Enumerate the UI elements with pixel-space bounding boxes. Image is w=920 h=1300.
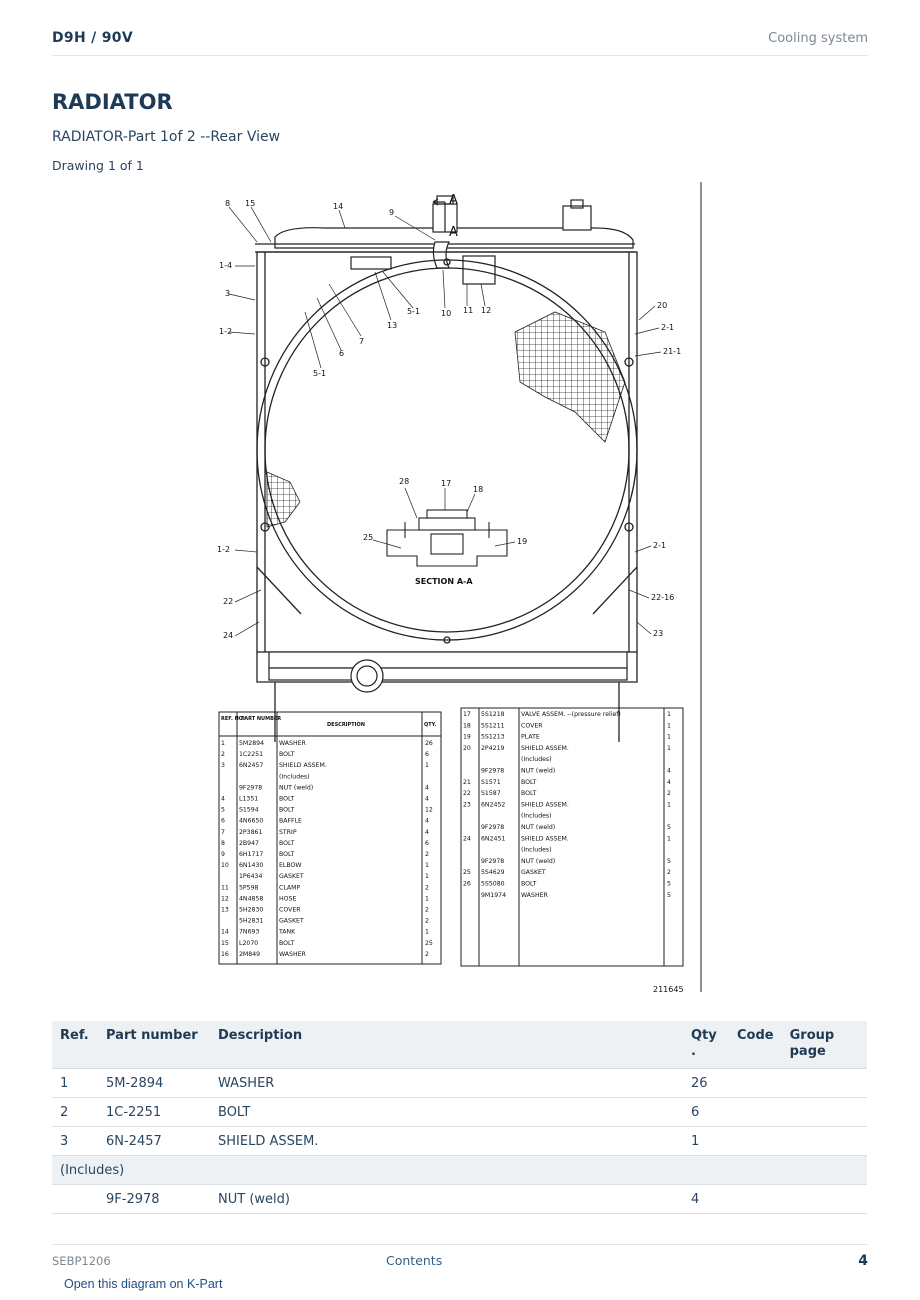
legend-cell: 2 <box>221 751 225 759</box>
legend-cell: BOLT <box>279 806 295 814</box>
legend-cell: 5M2894 <box>239 740 265 747</box>
col-group-page: Group page <box>782 1021 867 1069</box>
legend-cell: 20 <box>463 744 471 752</box>
legend-cell: 2 <box>667 790 671 798</box>
page-header <box>52 28 868 56</box>
legend-cell: (Includes) <box>521 846 552 854</box>
legend-cell: (Includes) <box>279 773 310 781</box>
legend-cell: 1 <box>425 895 429 903</box>
legend-cell: BAFFLE <box>279 817 302 825</box>
legend-cell: 6N2451 <box>481 835 506 843</box>
legend-cell: 4 <box>667 767 671 775</box>
legend-cell: BOLT <box>279 839 295 847</box>
legend-cell: 4 <box>425 828 429 836</box>
machine-model: D9H / 90V <box>52 30 133 46</box>
legend-cell: 5S1211 <box>481 722 505 730</box>
col-code: Code <box>729 1021 782 1069</box>
legend-cell: WASHER <box>279 740 306 747</box>
legend-cell: 1 <box>425 873 429 881</box>
table-row <box>52 1127 867 1156</box>
legend-cell: 6 <box>425 751 429 759</box>
row-group-page <box>782 1127 867 1156</box>
legend-cell: 1 <box>667 733 671 741</box>
legend-cell: 2 <box>425 884 429 892</box>
callout-label: 20 <box>657 301 668 310</box>
legend-cell: BOLT <box>279 851 295 858</box>
callout-label: 12 <box>481 306 492 315</box>
callout-label: 7 <box>359 337 365 346</box>
row-code <box>729 1185 782 1214</box>
row-qty: 4 <box>683 1185 729 1214</box>
callout-label: 15 <box>245 199 256 208</box>
includes-row <box>52 1156 867 1185</box>
legend-cell: 2 <box>425 917 429 925</box>
legend-cell: STRIP <box>279 828 297 836</box>
legend-cell: 6 <box>425 839 429 847</box>
legend-cell: (Includes) <box>521 756 552 764</box>
col-description: Description <box>210 1021 683 1069</box>
legend-cell: 12 <box>221 895 229 903</box>
col-ref: Ref. <box>52 1021 98 1069</box>
callout-label: 2-1 <box>653 541 667 550</box>
callout-label: 22 <box>223 597 234 606</box>
legend-cell: ELBOW <box>279 862 302 870</box>
callout-label: 13 <box>387 321 398 330</box>
legend-cell: BOLT <box>279 939 295 947</box>
parts-table <box>52 1021 867 1214</box>
legend-cell: 4N6650 <box>239 817 264 825</box>
callout-label: 8 <box>225 199 231 208</box>
callout-label: 5-1 <box>407 307 421 316</box>
legend-cell: 15 <box>221 939 229 947</box>
legend-cell: (Includes) <box>521 812 552 820</box>
legend-cell: 2 <box>425 851 429 858</box>
legend-cell: 5H2830 <box>239 906 264 914</box>
col-qty: Qty . <box>683 1021 729 1069</box>
legend-cell: 2 <box>425 950 429 958</box>
legend-cell: 1 <box>667 711 671 718</box>
bottom-tank <box>269 652 627 692</box>
row-group-page <box>782 1185 867 1214</box>
legend-cell: L2070 <box>239 939 259 947</box>
row-part-number: 1C-2251 <box>98 1098 210 1127</box>
legend-cell: BOLT <box>521 880 537 888</box>
table-row <box>52 1069 867 1098</box>
table-row <box>52 1185 867 1214</box>
legend-cell: 1 <box>425 762 429 770</box>
row-description: NUT (weld) <box>210 1185 683 1214</box>
legend-cell: BOLT <box>279 751 295 759</box>
legend-cell: HOSE <box>279 895 297 903</box>
row-part-number: 9F-2978 <box>98 1185 210 1214</box>
legend-cell: 6N2457 <box>239 762 264 770</box>
legend-cell: 1 <box>667 835 671 843</box>
col-part-number: Part number <box>98 1021 210 1069</box>
document-id: SEBP1206 <box>52 1254 111 1268</box>
open-kpart-link[interactable]: Open this diagram on K-Part <box>64 1277 223 1291</box>
callout-label: 9 <box>389 208 395 217</box>
page-subtitle: RADIATOR-Part 1of 2 --Rear View <box>52 129 281 145</box>
core-hatch-upper <box>515 312 625 442</box>
legend-cell: 19 <box>463 733 471 741</box>
section-a-a-view <box>387 510 507 566</box>
legend-cell: 1 <box>667 722 671 730</box>
legend-cell: 25 <box>425 939 433 947</box>
legend-cell: 4 <box>667 778 671 786</box>
legend-cell: 5S1218 <box>481 711 505 718</box>
legend-cell: 23 <box>463 801 471 809</box>
legend-cell: 11 <box>221 884 229 892</box>
legend-cell: NUT (weld) <box>279 784 314 792</box>
legend-cell: GASKET <box>279 917 304 925</box>
legend-cell: 1 <box>221 740 225 747</box>
legend-cell: SHIELD ASSEM. <box>521 835 569 843</box>
legend-cell: S1571 <box>481 778 501 786</box>
legend-cell: 18 <box>463 722 471 730</box>
legend-cell: 5 <box>221 806 225 814</box>
legend-cell: 1 <box>667 801 671 809</box>
legend-cell: 5 <box>667 891 671 899</box>
page-title: RADIATOR <box>52 90 173 114</box>
legend-header-part: PART NUMBER <box>241 716 282 722</box>
callout-label: 14 <box>333 202 344 211</box>
legend-cell: 5H2831 <box>239 917 264 925</box>
contents-link[interactable]: Contents <box>386 1253 443 1268</box>
cut-marker-bottom: A <box>449 225 458 240</box>
legend-cell: WASHER <box>279 950 306 958</box>
drawing-count: Drawing 1 of 1 <box>52 158 144 173</box>
legend-cell: 14 <box>221 928 229 936</box>
legend-cell: 2P3861 <box>239 828 263 836</box>
legend-cell: 3 <box>221 762 225 770</box>
legend-cell: 2 <box>667 869 671 877</box>
callout-label: 1-2 <box>217 545 231 554</box>
legend-cell: 6N1430 <box>239 862 264 870</box>
section-a-a-label: SECTION A-A <box>415 577 473 586</box>
legend-cell: NUT (weld) <box>521 767 556 775</box>
legend-cell: 22 <box>463 790 471 798</box>
row-ref: 2 <box>52 1098 98 1127</box>
legend-cell: 9F2978 <box>481 824 505 831</box>
page-footer <box>52 1244 868 1274</box>
legend-cell: 2B947 <box>239 839 259 847</box>
legend-cell: 4 <box>425 817 429 825</box>
legend-cell: 5S1213 <box>481 733 505 741</box>
legend-cell: 21 <box>463 778 471 786</box>
legend-cell: BOLT <box>279 795 295 803</box>
legend-headers <box>221 716 436 728</box>
legend-cell: 5P598 <box>239 884 259 892</box>
legend-cell: 1P6434 <box>239 873 263 881</box>
legend-cell: NUT (weld) <box>521 857 556 865</box>
row-description: WASHER <box>210 1069 683 1098</box>
legend-cell: 9 <box>221 851 225 858</box>
legend-cell: COVER <box>279 906 301 914</box>
legend-cell: 5S5080 <box>481 880 505 888</box>
row-ref: 1 <box>52 1069 98 1098</box>
legend-cell: TANK <box>279 928 296 936</box>
row-code <box>729 1069 782 1098</box>
row-code <box>729 1098 782 1127</box>
legend-cell: 17 <box>463 711 471 718</box>
legend-cell: 4 <box>221 795 225 803</box>
legend-cell: 1 <box>667 744 671 752</box>
legend-cell: BOLT <box>521 778 537 786</box>
includes-label: (Includes) <box>52 1156 867 1185</box>
legend-cell: VALVE ASSEM. --(pressure relief) <box>521 711 621 718</box>
legend-cell: 16 <box>221 950 229 958</box>
callout-label: 19 <box>517 537 528 546</box>
exploded-view-svg <box>205 182 715 997</box>
parts-table-header <box>52 1021 867 1069</box>
row-group-page <box>782 1069 867 1098</box>
cut-marker-top: A <box>449 193 458 208</box>
legend-cell: 2M849 <box>239 950 261 958</box>
page-number: 4 <box>858 1253 868 1269</box>
legend-cell: 5S4629 <box>481 869 505 877</box>
row-group-page <box>782 1098 867 1127</box>
legend-header-desc: DESCRIPTION <box>327 722 365 728</box>
legend-cell: 24 <box>463 835 471 843</box>
legend-cell: 9F2978 <box>481 767 505 775</box>
legend-cell: 5 <box>667 857 671 865</box>
row-code <box>729 1127 782 1156</box>
legend-cell: 6H1717 <box>239 851 264 858</box>
table-row <box>52 1098 867 1127</box>
legend-cell: 4 <box>425 795 429 803</box>
legend-cell: 25 <box>463 869 471 877</box>
legend-cell: 4 <box>425 784 429 792</box>
legend-cell: BOLT <box>521 790 537 798</box>
legend-cell: GASKET <box>279 873 304 881</box>
callout-label: 3 <box>225 289 231 298</box>
legend-cell: 1 <box>425 862 429 870</box>
legend-cell: 9F2978 <box>481 857 505 865</box>
legend-cell: CLAMP <box>279 884 301 892</box>
legend-cell: 26 <box>425 740 433 747</box>
callout-label: 18 <box>473 485 484 494</box>
legend-cell: 1C2251 <box>239 751 264 759</box>
legend-cell: SHIELD ASSEM. <box>521 744 569 752</box>
callout-label: 5-1 <box>313 369 327 378</box>
callout-label: 6 <box>339 349 345 358</box>
callout-label: 28 <box>399 477 410 486</box>
row-qty: 26 <box>683 1069 729 1098</box>
legend-cell: 7 <box>221 828 225 836</box>
legend-cell: 1 <box>425 928 429 936</box>
legend-cell: COVER <box>521 722 543 730</box>
callout-label: 24 <box>223 631 234 640</box>
legend-header-qty: QTY. <box>424 722 437 728</box>
legend-cell: 6N2452 <box>481 801 506 809</box>
legend-cell: 6 <box>221 817 225 825</box>
legend-cell: GASKET <box>521 869 546 877</box>
legend-left-rows <box>221 740 433 958</box>
legend-right-rows <box>463 711 671 899</box>
legend-cell: 2P4219 <box>481 744 505 752</box>
legend-cell: 10 <box>221 862 229 870</box>
legend-cell: 26 <box>463 880 471 888</box>
legend-cell: S1587 <box>481 790 501 798</box>
row-qty: 1 <box>683 1127 729 1156</box>
system-section: Cooling system <box>768 31 868 46</box>
legend-cell: 12 <box>425 806 433 814</box>
legend-cell: 9F2978 <box>239 784 263 792</box>
row-description: SHIELD ASSEM. <box>210 1127 683 1156</box>
radiator-drawing <box>205 182 715 997</box>
legend-cell: 7N693 <box>239 928 260 936</box>
drawing-number: 211645 <box>653 985 684 994</box>
callout-label: 10 <box>441 309 452 318</box>
row-ref: 3 <box>52 1127 98 1156</box>
legend-cell: 4N4858 <box>239 895 264 903</box>
legend-cell: SHIELD ASSEM. <box>521 801 569 809</box>
legend-cell: 5 <box>667 824 671 831</box>
legend-header-ref: REF. NO. <box>221 716 245 722</box>
callout-label: 1-4 <box>219 261 233 270</box>
legend-cell: 5 <box>667 880 671 888</box>
callout-label: 23 <box>653 629 664 638</box>
legend-cell: L1351 <box>239 795 259 803</box>
core-hatch-left <box>267 472 300 527</box>
callout-label: 25 <box>363 533 374 542</box>
legend-cell: NUT (weld) <box>521 824 556 831</box>
legend-cell: 9M1974 <box>481 891 507 899</box>
legend-cell: 8 <box>221 839 225 847</box>
legend-cell: SHIELD ASSEM. <box>279 762 327 770</box>
callout-label: 11 <box>463 306 474 315</box>
callout-label: 2-1 <box>661 323 675 332</box>
row-part-number: 5M-2894 <box>98 1069 210 1098</box>
row-qty: 6 <box>683 1098 729 1127</box>
row-part-number: 6N-2457 <box>98 1127 210 1156</box>
legend-cell: 13 <box>221 906 229 914</box>
callout-label: 1-2 <box>219 327 233 336</box>
callout-label: 17 <box>441 479 452 488</box>
row-description: BOLT <box>210 1098 683 1127</box>
legend-cell: S1594 <box>239 806 259 814</box>
legend-cell: PLATE <box>521 733 540 741</box>
row-ref <box>52 1185 98 1214</box>
callout-label: 21-1 <box>663 347 682 356</box>
legend-cell: WASHER <box>521 891 548 899</box>
callout-label: 22-16 <box>651 593 675 602</box>
legend-cell: 2 <box>425 906 429 914</box>
